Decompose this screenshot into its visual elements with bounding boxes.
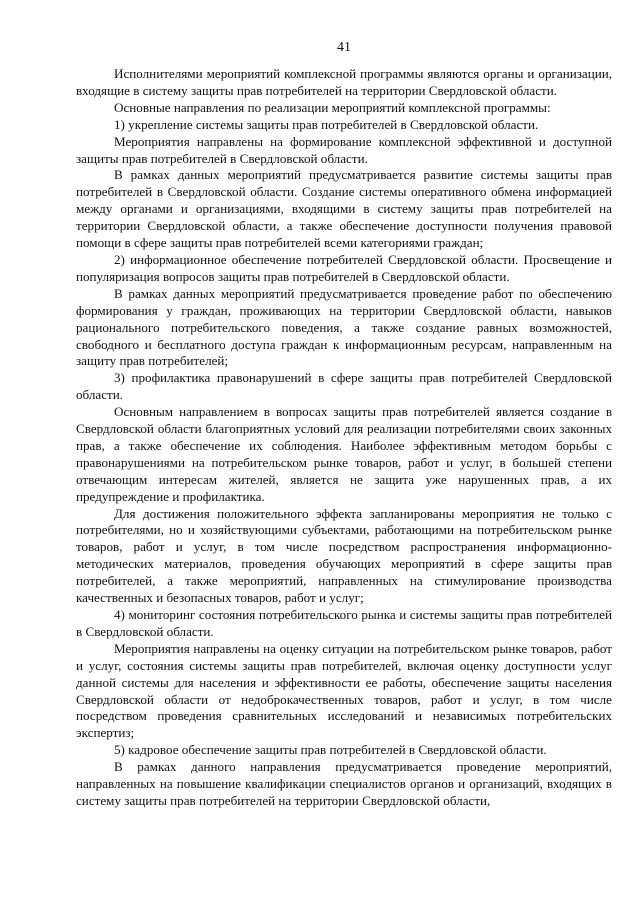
paragraph-direction-3-main: Основным направлением в вопросах защиты прав потребителей является создание в Свердловской области благоприятных условий для реализации потребителями своих законных прав, а также обеспечение их соблюдения. Наиболее эффективным методом борьбы с правонарушениями на потребительском рынке товаров, работ и услуг, в большей степени отвечающим интересам жителей, является не защита уже нарушенных прав, а их предупреждение и профилактика. [76,404,612,504]
paragraph-direction-1-aim: Мероприятия направлены на формирование комплексной эффективной и доступной защиты прав потребителей в Свердловской области. [76,133,612,166]
paragraph-direction-5-details: В рамках данного направления предусматривается проведение мероприятий, направленных на повышение квалификации специалистов органов и организаций, входящих в систему защиты прав потребителей на территории Свердловской области, [76,759,612,808]
paragraph-direction-2-details: В рамках данных мероприятий предусматривается проведение работ по обеспечению формирования у граждан, проживающих на территории Свердловской области, навыков рационального потребительского поведения, а также создание равных возможностей, свободного и бесплатного доступа граждан к информационным ресурсам, направленным на защиту прав потребителей; [76,285,612,369]
paragraph-direction-5: 5) кадровое обеспечение защиты прав потребителей в Свердловской области. [114,742,547,758]
paragraph-direction-2: 2) информационное обеспечение потребителей Свердловской области. Просвещение и популяризация вопросов защиты прав потребителей в Свердловской области. [76,251,612,284]
page-number: 41 [337,40,351,55]
paragraph-direction-3: 3) профилактика правонарушений в сфере защиты прав потребителей Свердловской области. [76,370,612,403]
document-page [76,40,612,810]
paragraph-direction-1: 1) укрепление системы защиты прав потребителей в Свердловской области. [114,116,539,132]
paragraph-direction-3-measures: Для достижения положительного эффекта запланированы мероприятия не только с потребителями, но и хозяйствующими субъектами, работающими на потребительском рынке товаров, работ и услуг, в том числе посредством распространения информационно-методических материалов, проведения обучающих мероприятий в сфере защиты прав потребителей, а также мероприятий, направленных на стимулирование производства качественных и безопасных товаров, работ и услуг; [76,505,612,606]
document-body [76,66,612,810]
paragraph-direction-4: 4) мониторинг состояния потребительского рынка и системы защиты прав потребителей в Свердловской области. [76,607,612,639]
paragraph-direction-1-details: В рамках данных мероприятий предусматривается развитие системы защиты прав потребителей в Свердловской области. Создание системы оперативного обмена информацией между органами и организациями, входящими в систему защиты прав потребителей на территории Свердловской области, а также обеспечение доступности получения правовой помощи в сфере защиты прав потребителей всеми категориями граждан; [76,167,612,251]
paragraph-executors: Исполнителями мероприятий комплексной программы являются органы и организации, входящие в систему защиты прав потребителей на территории Свердловской области. [76,66,612,98]
paragraph-direction-4-details: Мероприятия направлены на оценку ситуации на потребительском рынке товаров, работ и услуг, состояния системы защиты прав потребителей, включая оценку доступности услуг данной системы для населения и эффективности ее работы, обеспечение защиты населения Свердловской области от недоброкачественных товаров, работ и услуг, в том числе посредством проведения сравнительных исследований и независимых потребительских экспертиз; [76,640,612,741]
paragraph-main-directions-heading: Основные направления по реализации мероприятий комплексной программы: [114,99,551,115]
